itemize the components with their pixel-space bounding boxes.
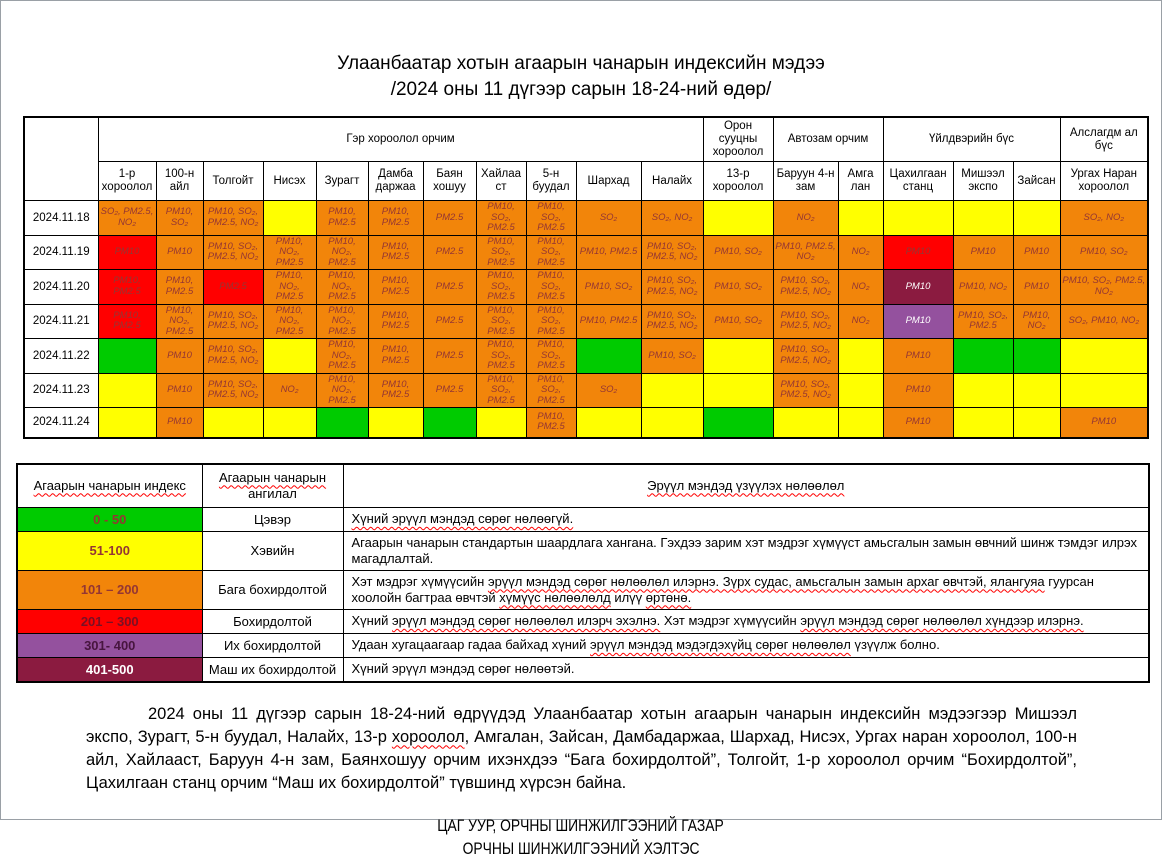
column-header: Зурагт (316, 162, 368, 201)
aqi-table-header (24, 117, 1148, 201)
report-title-line1: Улаанбаатар хотын агаарын чанарын индексийн мэдээ (337, 53, 825, 74)
aqi-cell: PM10, SO₂, PM2.5 (526, 270, 576, 305)
text-run: илүү (610, 589, 646, 605)
aqi-cell (1060, 373, 1148, 408)
footer-org-line1: ЦАГ УУР, ОРЧНЫ ШИНЖИЛГЭЭНИЙ ГАЗАР (437, 816, 725, 835)
legend-effect-cell (343, 570, 1149, 609)
aqi-cell: PM2.5 (423, 304, 476, 339)
aqi-cell: PM10, SO₂ (703, 270, 773, 305)
aqi-cell: SO₂ (576, 373, 641, 408)
aqi-cell: PM10 (156, 373, 203, 408)
aqi-table (23, 116, 1149, 439)
aqi-cell (576, 408, 641, 438)
text-run: , Амгалан, Зайсан, Дамбадаржаа, Шархад, Нисэх, Ургах наран хороолол, 100-н айл, Хайлааст, Баруун 4-н зам, Баянхошуу орчим ихэнхдээ “Бага бохирдолтой”, Толгойт, 1-р хороолол орчим “Бохирдолтой”, Цахилгаан станц орчим “Маш их бохирдолтой” түвшинд хүрсэн байна. (86, 727, 1077, 792)
aqi-cell (641, 408, 703, 438)
legend-row (17, 570, 1149, 609)
legend-range-cell: 101 – 200 (17, 570, 202, 609)
legend-range-cell: 0 - 50 (17, 507, 202, 531)
aqi-cell: PM10 (156, 339, 203, 374)
legend-class-cell: Маш их бохирдолтой (202, 657, 343, 682)
aqi-cell: PM10, NO₂, PM2.5 (316, 270, 368, 305)
aqi-cell: NO₂ (838, 235, 883, 270)
aqi-cell: PM10, SO₂, PM2.5 (476, 373, 526, 408)
aqi-cell: PM10, SO₂, PM2.5, NO₂ (641, 235, 703, 270)
aqi-cell: PM10, PM2.5 (98, 270, 156, 305)
aqi-cell: PM10, NO₂, PM2.5 (316, 339, 368, 374)
column-header: Хайлаа ст (476, 162, 526, 201)
misspelled-text: эрүүл мэндэд мэдэгдэхүйц сөрөг нөлөөлөл (590, 637, 851, 652)
legend-range-cell: 51-100 (17, 531, 202, 570)
aqi-cell (883, 201, 953, 236)
aqi-cell: PM10, SO₂, PM2.5, NO₂ (203, 373, 263, 408)
table-row (24, 270, 1148, 305)
misspelled-text: эрүүл мэндэд сөрөг нөлөөлөл илэрч эхэлнэ. (392, 613, 661, 628)
text-run: Агаарын чанарын стандартын шаардлага хангана. Гэхдээ зарим хэт мэдрэг хүмүүст амьсгалын замын өвчний шинж тэмдэг илрэх магадлалтай. (351, 534, 1138, 566)
group-header: Автозам орчим (773, 117, 883, 162)
aqi-cell: PM10 (156, 235, 203, 270)
aqi-cell: PM10, PM2.5 (576, 235, 641, 270)
aqi-cell: PM10, SO₂, PM2.5 (526, 201, 576, 236)
aqi-cell (98, 339, 156, 374)
column-header: Цахилгаан станц (883, 162, 953, 201)
aqi-cell: PM10, NO₂ (953, 270, 1013, 305)
aqi-cell: PM10, SO₂, PM2.5 (526, 373, 576, 408)
legend-class-cell: Бага бохирдолтой (202, 570, 343, 609)
aqi-cell: PM10, PM2.5 (368, 270, 423, 305)
report-title-line2: /2024 оны 11 дүгээр сарын 18-24-ний өдөр/ (390, 79, 772, 100)
table-row (24, 201, 1148, 236)
date-cell: 2024.11.24 (24, 408, 98, 438)
column-header: Баян хошуу (423, 162, 476, 201)
aqi-cell: PM10, NO₂, PM2.5 (156, 304, 203, 339)
aqi-cell (773, 408, 838, 438)
aqi-cell: PM10 (1013, 270, 1060, 305)
text-run: Хүний эрүүл мэндэд сөрөг нөлөөтэй. (351, 661, 575, 676)
aqi-cell: PM10, PM2.5 (576, 304, 641, 339)
aqi-cell: PM10, SO₂, PM2.5, NO₂ (203, 235, 263, 270)
aqi-table-body (24, 201, 1148, 438)
aqi-cell: PM10, SO₂, PM2.5 (953, 304, 1013, 339)
date-cell: 2024.11.20 (24, 270, 98, 305)
aqi-cell: PM10, NO₂, PM2.5 (316, 373, 368, 408)
column-header: Нисэх (263, 162, 316, 201)
column-header: Налайх (641, 162, 703, 201)
misspelled-text: эрүүл мэндэд сөрөг нөлөөлөл илэрнэ. Зүрх судас, амьсгалын замын архаг өвчтэй, ялангуяа (487, 573, 1045, 589)
misspelled-text: Агаарын чанарын (218, 469, 327, 485)
aqi-cell: PM10, SO₂, PM2.5, NO₂ (203, 339, 263, 374)
legend-effect-cell (343, 609, 1149, 633)
aqi-cell: PM10, NO₂, PM2.5 (316, 235, 368, 270)
legend-table-header (17, 464, 1149, 508)
aqi-cell: PM10 (953, 235, 1013, 270)
corner-cell (24, 117, 98, 201)
column-header: Мишээл экспо (953, 162, 1013, 201)
aqi-cell (1013, 373, 1060, 408)
column-header: 100-н айл (156, 162, 203, 201)
aqi-cell (263, 339, 316, 374)
aqi-cell (838, 339, 883, 374)
table-row (24, 304, 1148, 339)
text-run: 2024 оны 11 дүгээр сарын 18-24-ний өдрүүдэд Улаанбаатар хотын агаарын чанарын индексийн мэдээгээр Мишээл экспо, Зурагт, 5-н буудал, Налайх, 13-р (86, 704, 1077, 746)
misspelled-text: Эрүүл мэндэд үзүүлэх нөлөөлөл (647, 477, 845, 493)
column-header: Баруун 4-н зам (773, 162, 838, 201)
aqi-cell (838, 373, 883, 408)
table-row (24, 408, 1148, 438)
text-run: ангилал (248, 485, 297, 501)
aqi-cell (641, 373, 703, 408)
aqi-cell (1060, 339, 1148, 374)
aqi-cell: PM10 (883, 235, 953, 270)
legend-class-cell: Их бохирдолтой (202, 633, 343, 657)
legend-table (16, 463, 1150, 683)
misspelled-text: хороолол (391, 727, 465, 746)
aqi-cell (263, 408, 316, 438)
aqi-cell (476, 408, 526, 438)
text-run: гуурсан хоолойн багтраа өвчтэй (351, 573, 1094, 605)
aqi-cell (423, 408, 476, 438)
aqi-cell: PM10, SO₂, PM2.5 (476, 235, 526, 270)
column-header: Толгойт (203, 162, 263, 201)
group-header: Орон сууцны хороолол (703, 117, 773, 162)
aqi-cell: PM10, SO₂, PM2.5, NO₂ (203, 201, 263, 236)
aqi-cell: PM10, NO₂, PM2.5 (263, 304, 316, 339)
aqi-cell: PM10 (1060, 408, 1148, 438)
aqi-cell: PM10, SO₂, PM2.5 (526, 339, 576, 374)
aqi-cell: PM10, SO₂ (703, 304, 773, 339)
aqi-cell: PM10, SO₂, PM2.5, NO₂ (1060, 270, 1148, 305)
aqi-cell (953, 339, 1013, 374)
aqi-cell: PM10, SO₂, PM2.5 (476, 270, 526, 305)
text-run: Удаан хугацаагаар гадаа байхад хүний (351, 637, 591, 652)
aqi-cell: PM10, SO₂ (641, 339, 703, 374)
misspelled-text: өртөнө. (645, 589, 692, 605)
aqi-cell: PM2.5 (203, 270, 263, 305)
date-cell: 2024.11.19 (24, 235, 98, 270)
footer-org-line2: ОРЧНЫ ШИНЖИЛГЭЭНИЙ ХЭЛТЭС (462, 839, 700, 858)
aqi-cell: PM2.5 (423, 270, 476, 305)
legend-effect-cell (343, 507, 1149, 531)
column-header: Шархад (576, 162, 641, 201)
text-run: Хэт мэдрэг хүмүүсийн (351, 573, 488, 589)
aqi-cell (703, 373, 773, 408)
text-run: Хэт мэдрэг хүмүүсийн (660, 613, 801, 628)
aqi-cell: NO₂ (773, 201, 838, 236)
aqi-cell: PM10, NO₂, PM2.5 (316, 304, 368, 339)
date-cell: 2024.11.23 (24, 373, 98, 408)
aqi-cell: PM10 (883, 339, 953, 374)
aqi-cell: PM10, SO₂, PM2.5 (526, 304, 576, 339)
table-row (24, 235, 1148, 270)
aqi-cell: PM10, SO₂, PM2.5, NO₂ (773, 304, 838, 339)
aqi-cell: PM10, SO₂ (576, 270, 641, 305)
legend-class-cell: Хэвийн (202, 531, 343, 570)
aqi-cell (838, 408, 883, 438)
aqi-cell: PM10 (156, 408, 203, 438)
aqi-cell: PM10 (883, 373, 953, 408)
footer (1, 815, 1161, 861)
aqi-cell: PM10 (1013, 235, 1060, 270)
aqi-cell: PM10 (883, 304, 953, 339)
aqi-cell: PM10, PM2.5 (368, 373, 423, 408)
aqi-cell (98, 408, 156, 438)
aqi-cell: PM10 (883, 270, 953, 305)
aqi-cell: PM10, NO₂, PM2.5 (263, 235, 316, 270)
aqi-cell (838, 201, 883, 236)
aqi-cell: PM10, PM2.5 (368, 339, 423, 374)
group-header: Гэр хороолол орчим (98, 117, 703, 162)
aqi-cell (703, 201, 773, 236)
aqi-cell: PM10, NO₂ (1013, 304, 1060, 339)
aqi-cell: PM10, SO₂, PM2.5 (476, 201, 526, 236)
legend-row (17, 657, 1149, 682)
aqi-cell: PM10, PM2.5 (368, 304, 423, 339)
aqi-cell: PM10, SO₂, PM2.5 (526, 235, 576, 270)
aqi-cell: SO₂, NO₂ (641, 201, 703, 236)
text-run: үзүүлж болно. (850, 637, 940, 652)
aqi-cell: PM10, PM2.5 (368, 235, 423, 270)
date-cell: 2024.11.22 (24, 339, 98, 374)
aqi-cell (953, 373, 1013, 408)
misspelled-text: Агаарын чанарын индекс (33, 477, 186, 493)
legend-header (343, 464, 1149, 508)
column-header: Амга лан (838, 162, 883, 201)
date-cell: 2024.11.21 (24, 304, 98, 339)
aqi-cell: PM10 (883, 408, 953, 438)
aqi-cell: SO₂, PM10, NO₂ (1060, 304, 1148, 339)
aqi-cell (1013, 339, 1060, 374)
aqi-cell: PM10, SO₂, PM2.5, NO₂ (641, 304, 703, 339)
aqi-cell (576, 339, 641, 374)
legend-range-cell: 301- 400 (17, 633, 202, 657)
aqi-cell (98, 373, 156, 408)
aqi-cell: PM10, PM2.5 (316, 201, 368, 236)
aqi-cell: PM10, SO₂, PM2.5, NO₂ (641, 270, 703, 305)
misspelled-text: хүмүүс нөлөөлөлд (499, 589, 611, 605)
aqi-cell: PM10, SO₂ (156, 201, 203, 236)
column-header: Дамба даржаа (368, 162, 423, 201)
date-cell: 2024.11.18 (24, 201, 98, 236)
column-header: Ургах Наран хороолол (1060, 162, 1148, 201)
aqi-cell: PM10, PM2.5, NO₂ (773, 235, 838, 270)
aqi-cell: SO₂ (576, 201, 641, 236)
legend-class-cell: Бохирдолтой (202, 609, 343, 633)
aqi-cell: SO₂, PM2.5, NO₂ (98, 201, 156, 236)
aqi-cell: PM10, PM2.5 (156, 270, 203, 305)
aqi-cell: NO₂ (263, 373, 316, 408)
misspelled-text: эрүүл мэндэд сөрөг нөлөөлөл хүндээр илэрнэ. (800, 613, 1084, 628)
aqi-cell (316, 408, 368, 438)
aqi-cell: PM10, SO₂ (1060, 235, 1148, 270)
aqi-cell: PM10, PM2.5 (368, 201, 423, 236)
aqi-cell (953, 201, 1013, 236)
legend-row (17, 609, 1149, 633)
aqi-cell (368, 408, 423, 438)
aqi-cell: PM10, SO₂ (703, 235, 773, 270)
aqi-cell (703, 408, 773, 438)
group-header: Үйлдвэрийн бүс (883, 117, 1060, 162)
aqi-cell: PM10, PM2.5 (526, 408, 576, 438)
legend-table-body (17, 507, 1149, 682)
column-header: 13-р хороолол (703, 162, 773, 201)
aqi-cell: PM10, SO₂, PM2.5, NO₂ (773, 339, 838, 374)
column-header: Зайсан (1013, 162, 1060, 201)
aqi-cell (263, 201, 316, 236)
legend-range-cell: 201 – 300 (17, 609, 202, 633)
text-run: Хүний (351, 613, 392, 628)
aqi-cell (203, 408, 263, 438)
aqi-cell: PM2.5 (423, 339, 476, 374)
aqi-cell (953, 408, 1013, 438)
table-row (24, 373, 1148, 408)
column-header: 1-р хороолол (98, 162, 156, 201)
aqi-cell: SO₂, NO₂ (1060, 201, 1148, 236)
aqi-cell: PM10, SO₂, PM2.5 (476, 304, 526, 339)
aqi-cell: PM2.5 (423, 235, 476, 270)
aqi-cell: PM2.5 (423, 373, 476, 408)
legend-class-cell: Цэвэр (202, 507, 343, 531)
legend-effect-cell (343, 531, 1149, 570)
aqi-cell: PM10, SO₂, PM2.5 (476, 339, 526, 374)
summary-paragraph (86, 703, 1077, 795)
legend-effect-cell (343, 657, 1149, 682)
legend-row (17, 507, 1149, 531)
aqi-cell: NO₂ (838, 270, 883, 305)
column-header: 5-н буудал (526, 162, 576, 201)
legend-header (202, 464, 343, 508)
legend-row (17, 531, 1149, 570)
group-header: Алслагдм ал бүс (1060, 117, 1148, 162)
aqi-cell: PM2.5 (423, 201, 476, 236)
aqi-cell: PM10, SO₂, PM2.5, NO₂ (773, 270, 838, 305)
misspelled-text: Хүний эрүүл мэндэд сөрөг нөлөөгүй. (351, 511, 574, 526)
legend-effect-cell (343, 633, 1149, 657)
aqi-cell: PM10, SO₂, PM2.5, NO₂ (203, 304, 263, 339)
aqi-cell: NO₂ (838, 304, 883, 339)
aqi-cell (1013, 408, 1060, 438)
table-row (24, 339, 1148, 374)
aqi-cell: PM10 (98, 235, 156, 270)
aqi-cell: PM10, PM2.5 (98, 304, 156, 339)
legend-header (17, 464, 202, 508)
aqi-cell (703, 339, 773, 374)
report-title (1, 51, 1161, 103)
legend-range-cell: 401-500 (17, 657, 202, 682)
aqi-cell (1013, 201, 1060, 236)
aqi-cell: PM10, NO₂, PM2.5 (263, 270, 316, 305)
legend-row (17, 633, 1149, 657)
aqi-cell: PM10, SO₂, PM2.5, NO₂ (773, 373, 838, 408)
